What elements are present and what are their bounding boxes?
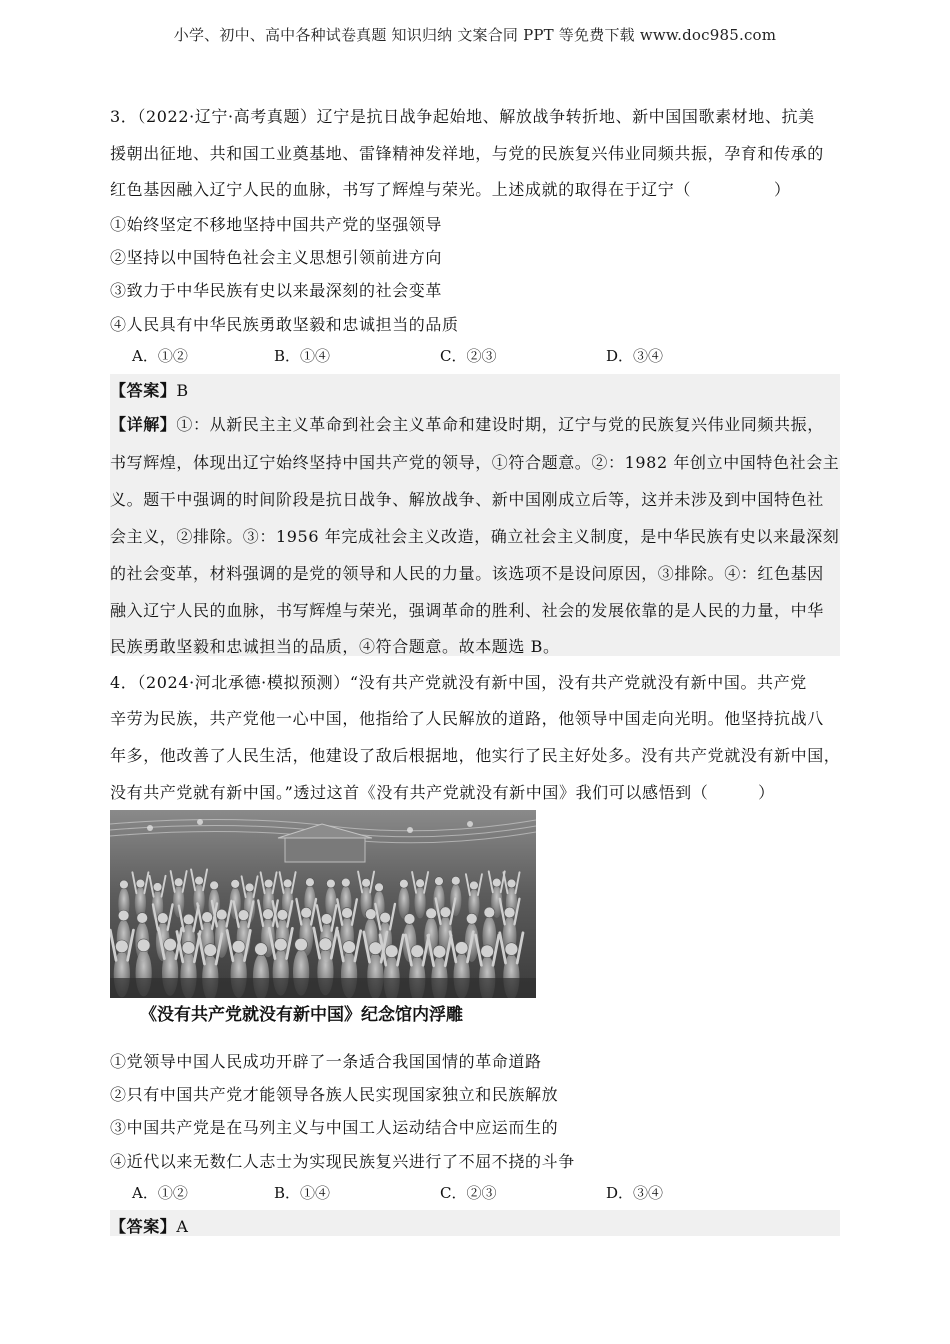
q4-item-2: ②只有中国共产党才能领导各族人民实现国家独立和民族解放 bbox=[110, 1085, 559, 1104]
q4-option-b: B．①④ bbox=[274, 1184, 331, 1202]
q3-detail-line-2: 书写辉煌，体现出辽宁始终坚持中国共产党的领导，①符合题意。②：1982 年创立中国特色社会主 bbox=[110, 453, 840, 472]
q3-answer-line bbox=[110, 378, 189, 401]
q3-detail-label: 【详解】 bbox=[110, 415, 177, 434]
relief-sculpture-image bbox=[110, 810, 536, 998]
q3-detail-line-3: 义。题干中强调的时间阶段是抗日战争、解放战争、新中国刚成立后等，这并未涉及到中国特色社 bbox=[110, 490, 824, 509]
q4-item-3: ③中国共产党是在马列主义与中国工人运动结合中应运而生的 bbox=[110, 1118, 559, 1137]
q3-detail-line-5: 的社会变革，材料强调的是党的领导和人民的力量。该选项不是设问原因，③排除。④：红色基因 bbox=[110, 564, 824, 583]
q3-detail-text-1: ①：从新民主主义革命到社会主义革命和建设时期，辽宁与党的民族复兴伟业同频共振， bbox=[176, 415, 824, 434]
q4-option-a: A．①② bbox=[132, 1184, 188, 1202]
q4-item-1: ①党领导中国人民成功开辟了一条适合我国国情的革命道路 bbox=[110, 1052, 542, 1071]
q3-stem-line-1: 3．（2022·辽宁·高考真题）辽宁是抗日战争起始地、解放战争转折地、新中国国歌素材地、抗美 bbox=[110, 107, 815, 126]
q3-item-3: ③致力于中华民族有史以来最深刻的社会变革 bbox=[110, 281, 443, 300]
q4-stem-line-4: 没有共产党就有新中国。”透过这首《没有共产党就没有新中国》我们可以感悟到（ ） bbox=[110, 783, 775, 802]
question-4 bbox=[110, 666, 840, 806]
relief-sculpture-illustration bbox=[110, 810, 536, 998]
q3-answer-section bbox=[110, 374, 840, 656]
q4-answer-value: A bbox=[176, 1217, 189, 1236]
q3-detail-line-6: 融入辽宁人民的血脉，书写辉煌与荣光，强调革命的胜利、社会的发展依靠的是人民的力量，中华 bbox=[110, 601, 824, 620]
page-header: 小学、初中、高中各种试卷真题 知识归纳 文案合同 PPT 等免费下载 www.doc985.com bbox=[173, 26, 777, 44]
q3-option-a: A．①② bbox=[132, 347, 188, 365]
q4-stem-line-2: 辛劳为民族，共产党他一心中国，他指给了人民解放的道路，他领导中国走向光明。他坚持抗战八 bbox=[110, 709, 824, 728]
q3-item-2: ②坚持以中国特色社会主义思想引领前进方向 bbox=[110, 248, 443, 267]
q4-stem-line-1: 4．（2024·河北承德·模拟预测）“没有共产党就没有新中国，没有共产党就没有新中国。共产党 bbox=[110, 673, 807, 692]
q4-stem-line-3: 年多，他改善了人民生活，他建设了敌后根据地，他实行了民主好处多。没有共产党就没有新中国， bbox=[110, 746, 841, 765]
image-caption: 《没有共产党就没有新中国》纪念馆内浮雕 bbox=[140, 1005, 463, 1025]
q3-option-d: D．③④ bbox=[606, 347, 664, 365]
q3-stem-line-2: 援朝出征地、共和国工业奠基地、雷锋精神发祥地，与党的民族复兴伟业同频共振，孕育和传承的 bbox=[110, 144, 824, 163]
q3-detail-line-7: 民族勇敢坚毅和忠诚担当的品质，④符合题意。故本题选 B。 bbox=[110, 637, 560, 656]
q3-detail-line-4: 会主义，②排除。③：1956 年完成社会主义改造，确立社会主义制度，是中华民族有史以来最深刻 bbox=[110, 527, 840, 546]
q4-answer-line bbox=[110, 1214, 189, 1237]
question-4-items bbox=[110, 1045, 840, 1205]
q4-option-c: C．②③ bbox=[440, 1184, 497, 1202]
q3-answer-value: B bbox=[176, 381, 189, 400]
q3-detail-line-1 bbox=[110, 412, 824, 435]
q4-answer-label: 【答案】 bbox=[110, 1217, 177, 1236]
q3-option-b: B．①④ bbox=[274, 347, 331, 365]
question-3 bbox=[110, 100, 840, 380]
q4-answer-section bbox=[110, 1210, 840, 1236]
q3-answer-label: 【答案】 bbox=[110, 381, 177, 400]
q3-stem-line-3: 红色基因融入辽宁人民的血脉，书写了辉煌与荣光。上述成就的取得在于辽宁（ ） bbox=[110, 180, 791, 199]
q3-item-1: ①始终坚定不移地坚持中国共产党的坚强领导 bbox=[110, 215, 443, 234]
q4-option-d: D．③④ bbox=[606, 1184, 664, 1202]
q3-option-c: C．②③ bbox=[440, 347, 497, 365]
q3-item-4: ④人民具有中华民族勇敢坚毅和忠诚担当的品质 bbox=[110, 315, 459, 334]
q4-item-4: ④近代以来无数仁人志士为实现民族复兴进行了不屈不挠的斗争 bbox=[110, 1152, 575, 1171]
